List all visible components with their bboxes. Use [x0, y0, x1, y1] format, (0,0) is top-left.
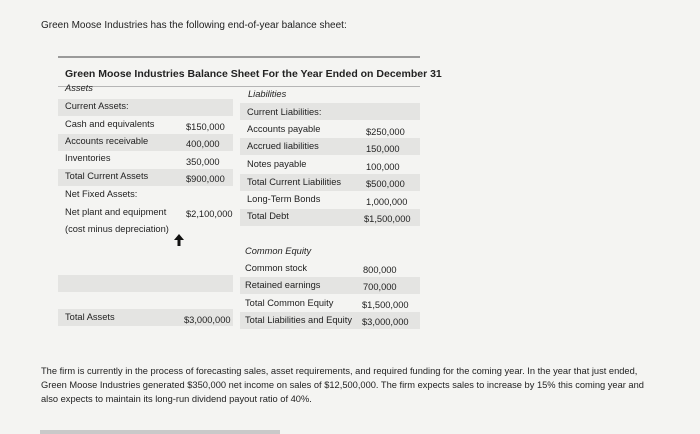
accounts-payable-label: Accounts payable: [247, 124, 321, 134]
assets-header: Assets: [65, 83, 93, 93]
inventories-label: Inventories: [65, 153, 111, 163]
cash-label: Cash and equivalents: [65, 119, 155, 129]
cash-value: $150,000: [186, 122, 225, 132]
total-assets-label: Total Assets: [65, 312, 115, 322]
total-debt-value: $1,500,000: [364, 214, 411, 224]
retained-earnings-label: Retained earnings: [245, 280, 321, 290]
common-equity-label: Common Equity: [245, 246, 312, 256]
common-stock-label: Common stock: [245, 263, 307, 273]
total-assets-value: $3,000,000: [184, 315, 231, 325]
accounts-payable-value: $250,000: [366, 127, 405, 137]
net-fixed-assets-label: Net Fixed Assets:: [65, 189, 138, 199]
accounts-receivable-label: Accounts receivable: [65, 136, 149, 146]
intro-text: Green Moose Industries has the following end-of-year balance sheet:: [41, 20, 347, 31]
total-common-equity-value: $1,500,000: [362, 300, 409, 310]
problem-paragraph: The firm is currently in the process of forecasting sales, asset requirements, and required funding for the coming year. In the year that just ended, Green Moose Industries generated $350,000 net income on sales of $12,500,000. The firm expects sales to increase by 15% this coming year and also expects to maintain its long-run dividend payout ratio of 40%.: [41, 366, 644, 404]
cropped-next-line: [40, 430, 280, 434]
total-debt-label: Total Debt: [247, 211, 289, 221]
balance-sheet-title: Green Moose Industries Balance Sheet For the Year Ended on December 31: [65, 68, 442, 80]
long-term-bonds-label: Long-Term Bonds: [247, 194, 321, 204]
total-current-assets-label: Total Current Assets: [65, 171, 149, 181]
notes-payable-label: Notes payable: [247, 159, 307, 169]
long-term-bonds-value: 1,000,000: [366, 197, 408, 207]
current-liabilities-label: Current Liabilities:: [247, 107, 322, 117]
total-current-liabilities-value: $500,000: [366, 179, 405, 189]
table-top-rule: [58, 56, 420, 58]
total-current-assets-value: $900,000: [186, 174, 225, 184]
title-underline: [58, 86, 420, 87]
net-plant-value: $2,100,000: [186, 209, 233, 219]
inventories-value: 350,000: [186, 157, 220, 167]
total-common-equity-label: Total Common Equity: [245, 298, 334, 308]
mouse-pointer-icon: [174, 234, 184, 246]
cost-minus-depreciation-label: (cost minus depreciation): [65, 224, 169, 234]
total-current-liabilities-label: Total Current Liabilities: [247, 177, 342, 187]
band-left-4: [58, 275, 233, 292]
accounts-receivable-value: 400,000: [186, 139, 220, 149]
retained-earnings-value: 700,000: [363, 282, 397, 292]
notes-payable-value: 100,000: [366, 162, 400, 172]
liabilities-header: Liabilities: [248, 89, 287, 99]
current-assets-label: Current Assets:: [65, 101, 129, 111]
total-liabilities-equity-label: Total Liabilities and Equity: [245, 315, 352, 325]
total-liabilities-equity-value: $3,000,000: [362, 317, 409, 327]
accrued-liabilities-value: 150,000: [366, 144, 400, 154]
common-stock-value: 800,000: [363, 265, 397, 275]
net-plant-label: Net plant and equipment: [65, 207, 167, 217]
accrued-liabilities-label: Accrued liabilities: [247, 141, 319, 151]
